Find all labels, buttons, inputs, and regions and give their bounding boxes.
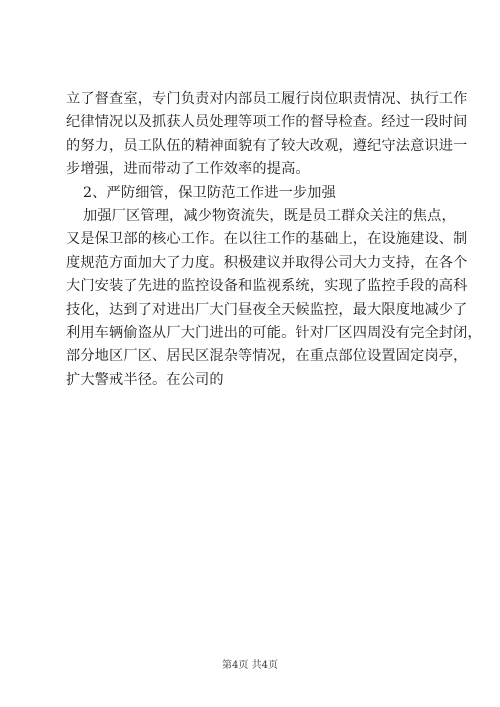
text-line: 部分地区厂区、居民区混杂等情况，在重点部位设置固定岗亭， — [66, 348, 468, 365]
text-line: 度规范方面加大了力度。积极建议并取得公司大力支持，在各个 — [66, 254, 468, 271]
section-heading: 2、严防细管，保卫防范工作进一步加强 — [83, 184, 336, 201]
text-line: 又是保卫部的核心工作。在以往工作的基础上，在设施建设、制 — [66, 231, 468, 248]
text-line: 大门安装了先进的监控设备和监视系统，实现了监控手段的高科 — [66, 278, 468, 295]
text-line: 加强厂区管理，减少物资流失，既是员工群众关注的焦点， — [83, 207, 456, 224]
text-line: 的努力，员工队伍的精神面貌有了较大改观，遵纪守法意识进一 — [66, 137, 468, 154]
text-line: 技化，达到了对进出厂大门昼夜全天候监控，最大限度地减少了 — [66, 301, 468, 318]
text-line: 利用车辆偷盗从厂大门进出的可能。针对厂区四周没有完全封闭， — [66, 324, 482, 341]
text-line: 纪律情况以及抓获人员处理等项工作的督导检查。经过一段时间 — [66, 114, 468, 131]
page-footer: 第4页 共4页 — [222, 660, 278, 671]
document-body — [66, 88, 482, 392]
text-line: 扩大警戒半径。在公司的 — [66, 371, 224, 388]
text-line: 步增强，进而带动了工作效率的提高。 — [66, 161, 310, 178]
text-line: 立了督查室，专门负责对内部员工履行岗位职责情况、执行工作 — [66, 91, 468, 107]
